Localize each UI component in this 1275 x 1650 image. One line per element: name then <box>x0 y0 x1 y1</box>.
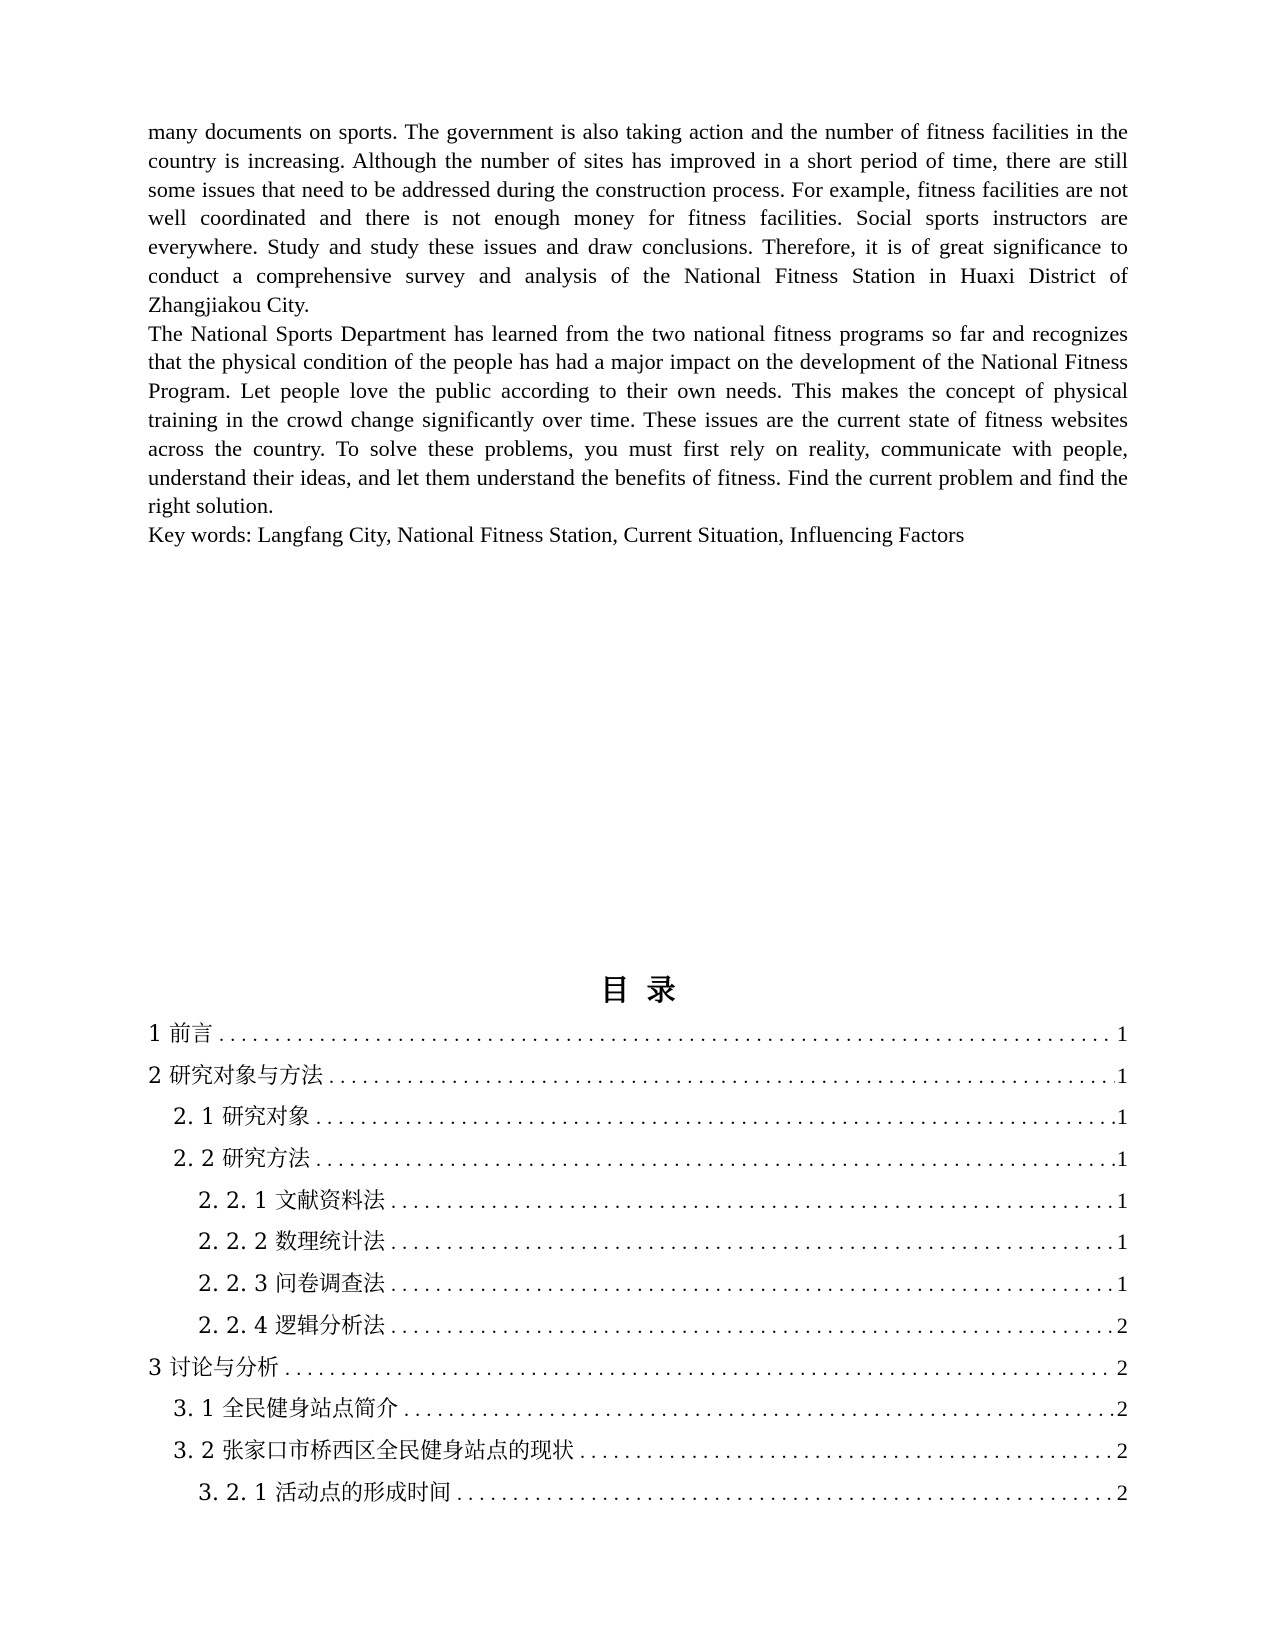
toc-page-number: 2 <box>1116 1312 1128 1338</box>
toc-dot-leader <box>316 1140 1115 1180</box>
toc-dot-leader <box>285 1349 1115 1389</box>
toc-title: 目录 <box>600 973 694 1007</box>
toc-page-number: 1 <box>1116 1104 1128 1130</box>
toc-entry[interactable] <box>148 1221 1128 1263</box>
toc-page-number: 2 <box>1116 1437 1128 1463</box>
toc-entry[interactable] <box>148 1013 1128 1055</box>
toc-entry-label: 1 前言 <box>148 1022 213 1047</box>
toc-entry-label: 2. 2. 3 问卷调查法 <box>198 1272 385 1298</box>
toc-page-number: 2 <box>1116 1354 1128 1380</box>
toc-page-number: 1 <box>1116 1229 1128 1255</box>
toc-entry-label: 2. 2. 1 文献资料法 <box>198 1188 385 1214</box>
toc-entry-label: 2 研究对象与方法 <box>148 1063 323 1089</box>
toc-dot-leader <box>580 1432 1115 1472</box>
toc-dot-leader <box>329 1057 1115 1097</box>
toc-entry[interactable] <box>148 1347 1128 1389</box>
toc-entry-label: 2. 2 研究方法 <box>173 1147 310 1173</box>
abstract-paragraph: The National Sports Department has learned from the two national fitness programs so far and recognizes that the physical condition of the people has had a major impact on the development of the National Fitness Program. Let people love the public according to their own needs. This makes the concept of physical training in the crowd change significantly over time. These issues are the current state of fitness websites across the country. To solve these problems, you must first rely on reality, communicate with people, understand their ideas, and let them understand the benefits of fitness. Find the current problem and find the right solution. <box>148 320 1128 519</box>
toc-dot-leader <box>404 1390 1115 1430</box>
toc-entry[interactable] <box>148 1180 1128 1222</box>
toc-dot-leader <box>219 1015 1115 1055</box>
toc-entry-label: 2. 2. 4 逻辑分析法 <box>198 1313 385 1339</box>
table-of-contents <box>148 1013 1128 1513</box>
toc-entry-label: 2. 2. 2 数理统计法 <box>198 1230 385 1256</box>
toc-entry[interactable] <box>148 1305 1128 1347</box>
toc-page-number: 1 <box>1116 1271 1128 1297</box>
abstract-paragraph: many documents on sports. The government is also taking action and the number of fitness facilities in the country is increasing. Although the number of sites has improved in a short period of time, there are still some issues that need to be addressed during the construction process. For example, fitness facilities are not well coordinated and there is not enough money for fitness facilities. Social sports instructors are everywhere. Study and study these issues and draw conclusions. Therefore, it is of great significance to conduct a comprehensive survey and analysis of the National Fitness Station in Huaxi District of Zhangjiakou City. <box>148 119 1128 317</box>
toc-page-number: 1 <box>1116 1021 1128 1046</box>
toc-page-number: 1 <box>1116 1146 1128 1172</box>
toc-entry-label: 3. 2 张家口市桥西区全民健身站点的现状 <box>173 1438 574 1464</box>
toc-entry[interactable] <box>148 1430 1128 1472</box>
toc-entry-label: 2. 1 研究对象 <box>173 1105 310 1131</box>
toc-dot-leader <box>391 1307 1115 1347</box>
toc-dot-leader <box>316 1098 1115 1138</box>
toc-entry[interactable] <box>148 1472 1128 1514</box>
toc-entry-label: 3 讨论与分析 <box>148 1355 279 1381</box>
toc-entry[interactable] <box>148 1263 1128 1305</box>
toc-page-number: 1 <box>1116 1062 1128 1088</box>
abstract-section <box>148 118 1128 550</box>
toc-entry[interactable] <box>148 1138 1128 1180</box>
toc-dot-leader <box>391 1223 1115 1263</box>
toc-dot-leader <box>391 1182 1115 1222</box>
toc-page-number: 1 <box>1116 1187 1128 1213</box>
toc-page-number: 2 <box>1116 1479 1128 1505</box>
toc-dot-leader <box>457 1474 1115 1514</box>
keywords-line: Key words: Langfang City, National Fitness Station, Current Situation, Influencing Factors <box>148 522 965 548</box>
toc-entry[interactable] <box>148 1388 1128 1430</box>
toc-entry[interactable] <box>148 1096 1128 1138</box>
toc-entry-label: 3. 1 全民健身站点简介 <box>173 1397 398 1423</box>
toc-page-number: 2 <box>1116 1396 1128 1422</box>
toc-dot-leader <box>391 1265 1115 1305</box>
toc-entry[interactable] <box>148 1055 1128 1097</box>
toc-entry-label: 3. 2. 1 活动点的形成时间 <box>198 1480 451 1506</box>
